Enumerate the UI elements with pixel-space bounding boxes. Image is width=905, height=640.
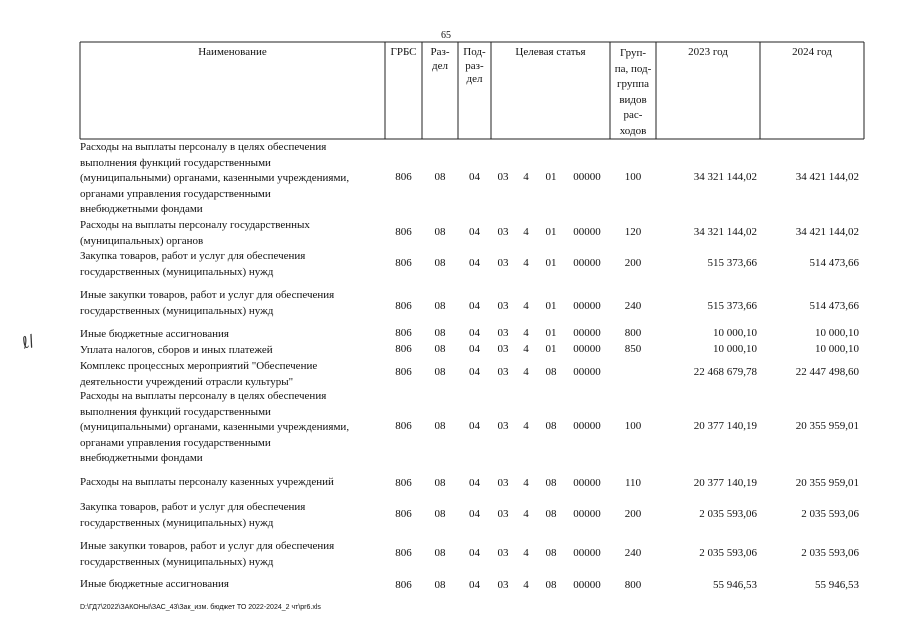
row-name: Комплекс процессных мероприятий "Обеспечение деятельности учреждений отрасли культуры" — [80, 360, 318, 388]
cell-t2: 4 — [523, 343, 529, 355]
cell-t2: 4 — [523, 171, 529, 183]
page-number: 65 — [441, 30, 451, 41]
cell-group: 200 — [624, 257, 642, 269]
cell-t3: 01 — [545, 327, 557, 339]
cell-podrazdel: 04 — [469, 508, 480, 520]
cell-podrazdel: 04 — [469, 477, 480, 489]
cell-podrazdel: 04 — [469, 171, 480, 183]
cell-t2: 4 — [523, 300, 529, 312]
cell-y2024: 2 035 593,06 — [801, 508, 859, 520]
cell-t3: 01 — [545, 300, 557, 312]
cell-t1: 03 — [497, 579, 509, 591]
table-row — [0, 475, 905, 494]
cell-t3: 08 — [545, 579, 557, 591]
cell-t4: 00000 — [573, 257, 601, 269]
table-row — [0, 500, 905, 531]
cell-t1: 03 — [497, 477, 509, 489]
cell-t2: 4 — [523, 477, 529, 489]
cell-t1: 03 — [497, 420, 509, 432]
cell-y2023: 20 377 140,19 — [693, 477, 757, 489]
cell-y2024: 2 035 593,06 — [801, 547, 859, 559]
cell-t1: 03 — [497, 300, 509, 312]
cell-y2024: 10 000,10 — [815, 343, 859, 355]
cell-y2023: 10 000,10 — [713, 327, 757, 339]
cell-y2023: 55 946,53 — [713, 579, 757, 591]
cell-podrazdel: 04 — [469, 327, 480, 339]
cell-group: 110 — [624, 477, 642, 489]
header-2023: 2023 год — [688, 46, 728, 58]
cell-razdel: 08 — [434, 300, 446, 312]
table-row — [0, 359, 905, 389]
cell-podrazdel: 04 — [469, 226, 480, 238]
cell-grbs: 806 — [395, 226, 412, 238]
cell-y2023: 2 035 593,06 — [699, 508, 757, 520]
cell-t2: 4 — [523, 547, 529, 559]
cell-y2024: 10 000,10 — [815, 327, 859, 339]
cell-t4: 00000 — [573, 300, 601, 312]
cell-group: 240 — [624, 547, 642, 559]
cell-y2023: 20 377 140,19 — [693, 420, 757, 432]
file-path-footer: D:\ГД7\2022\ЗАКОНЫ\ЗАС_43\Зак_изм. бюджет ТО 2022-2024_2 чт\pr6.xls — [80, 604, 321, 611]
cell-razdel: 08 — [434, 257, 446, 269]
cell-y2024: 20 355 959,01 — [795, 477, 859, 489]
table-row — [0, 218, 905, 249]
cell-t4: 00000 — [573, 343, 601, 355]
cell-t1: 03 — [497, 171, 509, 183]
cell-razdel: 08 — [434, 327, 446, 339]
cell-t4: 00000 — [573, 366, 601, 378]
cell-t2: 4 — [523, 508, 529, 520]
cell-t4: 00000 — [573, 226, 601, 238]
cell-t3: 01 — [545, 257, 557, 269]
table-row — [0, 577, 905, 596]
cell-y2024: 55 946,53 — [815, 579, 859, 591]
cell-y2023: 34 321 144,02 — [693, 171, 757, 183]
cell-t3: 08 — [545, 366, 557, 378]
row-name: Иные закупки товаров, работ и услуг для обеспечения государственных (муниципальных) нужд — [80, 289, 335, 317]
cell-t1: 03 — [497, 547, 509, 559]
cell-t1: 03 — [497, 327, 509, 339]
header-grbs: ГРБС — [390, 46, 417, 58]
table-row — [0, 343, 905, 359]
header-expense-group: Груп- па, под- группа видов рас- ходов — [614, 47, 652, 137]
cell-razdel: 08 — [434, 366, 446, 378]
cell-grbs: 806 — [395, 579, 412, 591]
cell-t2: 4 — [523, 226, 529, 238]
handwritten-mark: ℓ/ — [19, 330, 37, 353]
cell-grbs: 806 — [395, 343, 412, 355]
cell-t2: 4 — [523, 579, 529, 591]
cell-podrazdel: 04 — [469, 547, 480, 559]
cell-y2023: 515 373,66 — [707, 300, 757, 312]
row-name: Расходы на выплаты персоналу в целях обеспечения выполнения функций государственными (муниципальными) органами, казенными учреждениями, органами управления государственными внебюджетными фондами — [80, 390, 350, 464]
cell-y2024: 34 421 144,02 — [795, 226, 859, 238]
row-name: Иные бюджетные ассигнования — [80, 578, 229, 590]
cell-t2: 4 — [523, 366, 529, 378]
cell-podrazdel: 04 — [469, 257, 480, 269]
table-row — [0, 249, 905, 280]
cell-y2024: 514 473,66 — [809, 257, 859, 269]
table-row — [0, 288, 905, 327]
row-name: Расходы на выплаты персоналу в целях обеспечения выполнения функций государственными (муниципальными) органами, казенными учреждениями, органами управления государственными внебюджетными фондами — [80, 141, 350, 215]
cell-podrazdel: 04 — [469, 300, 480, 312]
cell-grbs: 806 — [395, 171, 412, 183]
cell-grbs: 806 — [395, 257, 412, 269]
cell-t3: 08 — [545, 508, 557, 520]
header-podrazdel: Под- раз- дел — [463, 46, 486, 85]
cell-t3: 08 — [545, 547, 557, 559]
cell-y2023: 22 468 679,78 — [693, 366, 757, 378]
cell-grbs: 806 — [395, 508, 412, 520]
cell-t1: 03 — [497, 366, 509, 378]
cell-y2023: 2 035 593,06 — [699, 547, 757, 559]
row-name: Закупка товаров, работ и услуг для обеспечения государственных (муниципальных) нужд — [80, 501, 306, 529]
cell-group: 120 — [624, 226, 642, 238]
cell-group: 200 — [624, 508, 642, 520]
cell-t4: 00000 — [573, 420, 601, 432]
cell-podrazdel: 04 — [469, 343, 480, 355]
cell-razdel: 08 — [434, 547, 446, 559]
cell-t4: 00000 — [573, 171, 601, 183]
cell-podrazdel: 04 — [469, 366, 480, 378]
cell-y2023: 10 000,10 — [713, 343, 757, 355]
cell-y2023: 34 321 144,02 — [693, 226, 757, 238]
cell-y2024: 22 447 498,60 — [795, 366, 859, 378]
row-name: Иные закупки товаров, работ и услуг для обеспечения государственных (муниципальных) нужд — [80, 540, 335, 568]
cell-razdel: 08 — [434, 508, 446, 520]
cell-grbs: 806 — [395, 366, 412, 378]
cell-razdel: 08 — [434, 343, 446, 355]
cell-podrazdel: 04 — [469, 579, 480, 591]
cell-t4: 00000 — [573, 477, 601, 489]
cell-t2: 4 — [523, 327, 529, 339]
cell-group: 800 — [624, 327, 642, 339]
cell-grbs: 806 — [395, 420, 412, 432]
cell-group: 100 — [624, 171, 642, 183]
row-name: Расходы на выплаты персоналу государственных (муниципальных) органов — [80, 219, 310, 247]
cell-t1: 03 — [497, 508, 509, 520]
cell-t4: 00000 — [573, 508, 601, 520]
cell-t1: 03 — [497, 257, 509, 269]
cell-y2023: 515 373,66 — [707, 257, 757, 269]
cell-t4: 00000 — [573, 327, 601, 339]
cell-t3: 01 — [545, 343, 557, 355]
row-name: Расходы на выплаты персоналу казенных учреждений — [80, 476, 334, 488]
cell-razdel: 08 — [434, 226, 446, 238]
cell-grbs: 806 — [395, 477, 412, 489]
cell-grbs: 806 — [395, 547, 412, 559]
cell-t2: 4 — [523, 257, 529, 269]
cell-y2024: 34 421 144,02 — [795, 171, 859, 183]
cell-t1: 03 — [497, 343, 509, 355]
cell-t4: 00000 — [573, 547, 601, 559]
cell-y2024: 514 473,66 — [809, 300, 859, 312]
cell-razdel: 08 — [434, 171, 446, 183]
table-row — [0, 327, 905, 343]
cell-y2024: 20 355 959,01 — [795, 420, 859, 432]
header-2024: 2024 год — [792, 46, 832, 58]
table-row — [0, 140, 905, 218]
table-row — [0, 539, 905, 570]
header-name: Наименование — [198, 46, 267, 58]
cell-t2: 4 — [523, 420, 529, 432]
cell-group: 850 — [624, 343, 642, 355]
header-target-article: Целевая статья — [515, 46, 586, 58]
cell-t3: 01 — [545, 226, 557, 238]
header-razdel: Раз- дел — [430, 46, 450, 72]
cell-group: 100 — [624, 420, 642, 432]
row-name: Уплата налогов, сборов и иных платежей — [80, 344, 273, 356]
cell-t4: 00000 — [573, 579, 601, 591]
row-name: Закупка товаров, работ и услуг для обеспечения государственных (муниципальных) нужд — [80, 250, 306, 278]
cell-razdel: 08 — [434, 420, 446, 432]
cell-t3: 01 — [545, 171, 557, 183]
table-row — [0, 389, 905, 467]
cell-podrazdel: 04 — [469, 420, 480, 432]
cell-grbs: 806 — [395, 327, 412, 339]
cell-t3: 08 — [545, 420, 557, 432]
cell-razdel: 08 — [434, 477, 446, 489]
cell-group: 240 — [624, 300, 642, 312]
cell-grbs: 806 — [395, 300, 412, 312]
cell-t1: 03 — [497, 226, 509, 238]
cell-group: 800 — [624, 579, 642, 591]
cell-t3: 08 — [545, 477, 557, 489]
cell-razdel: 08 — [434, 579, 446, 591]
row-name: Иные бюджетные ассигнования — [80, 328, 229, 340]
